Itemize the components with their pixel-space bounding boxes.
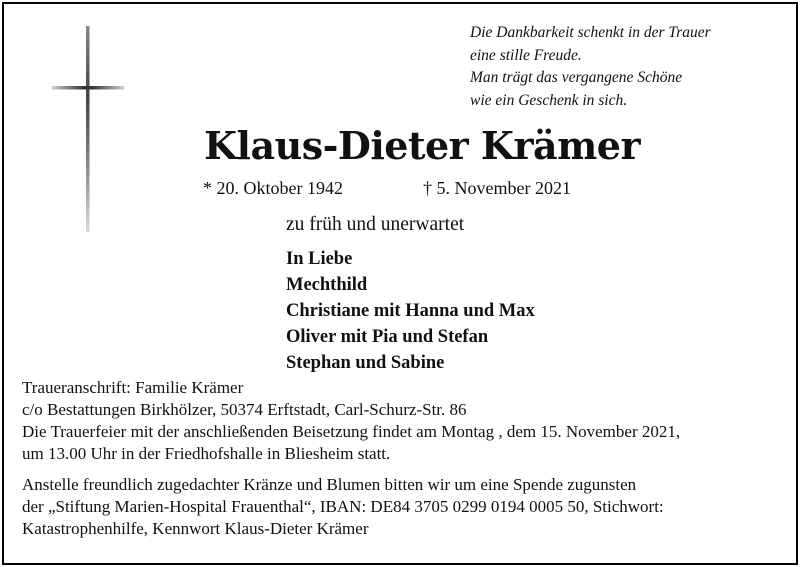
mourner-name: Oliver mit Pia und Stefan — [286, 327, 489, 347]
donation-line: der „Stiftung Marien-Hospital Frauenthal“, IBAN: DE84 3705 0299 0194 0005 50, Stichwort: — [22, 497, 664, 516]
mourner-name: Christiane mit Hanna und Max — [286, 301, 535, 321]
birth-date: * 20. Oktober 1942 — [203, 178, 343, 198]
mourners-list — [286, 246, 535, 376]
donation-line: Katastrophenhilfe, Kennwort Klaus-Dieter Krämer — [22, 519, 369, 538]
poem-line: Die Dankbarkeit schenkt in der Trauer — [470, 24, 711, 41]
ceremony-line: um 13.00 Uhr in der Friedhofshalle in Bliesheim statt. — [22, 444, 391, 463]
memorial-poem — [470, 22, 790, 112]
poem-line: Man trägt das vergangene Schöne — [470, 69, 683, 86]
death-note: zu früh und unerwartet — [286, 214, 465, 235]
poem-line: eine stille Freude. — [470, 46, 582, 64]
mourners-intro: In Liebe — [286, 249, 353, 269]
poem-line: wie ein Geschenk in sich. — [470, 91, 628, 109]
mourner-name: Stephan und Sabine — [286, 353, 445, 373]
address-line: c/o Bestattungen Birkhölzer, 50374 Erftstadt, Carl-Schurz-Str. 86 — [22, 400, 467, 419]
ceremony-line: Die Trauerfeier mit der anschließenden Beisetzung findet am Montag , dem 15. November 2021, — [22, 422, 681, 441]
donation-line: Anstelle freundlich zugedachter Kränze und Blumen bitten wir um eine Spende zugunsten — [22, 475, 637, 494]
mourner-name: Mechthild — [286, 275, 368, 295]
spacer — [22, 465, 792, 474]
address-line: Traueranschrift: Familie Krämer — [22, 378, 244, 397]
notice-details — [22, 377, 792, 540]
death-date: † 5. November 2021 — [423, 178, 571, 198]
deceased-name: Klaus-Dieter Krämer — [204, 123, 640, 168]
